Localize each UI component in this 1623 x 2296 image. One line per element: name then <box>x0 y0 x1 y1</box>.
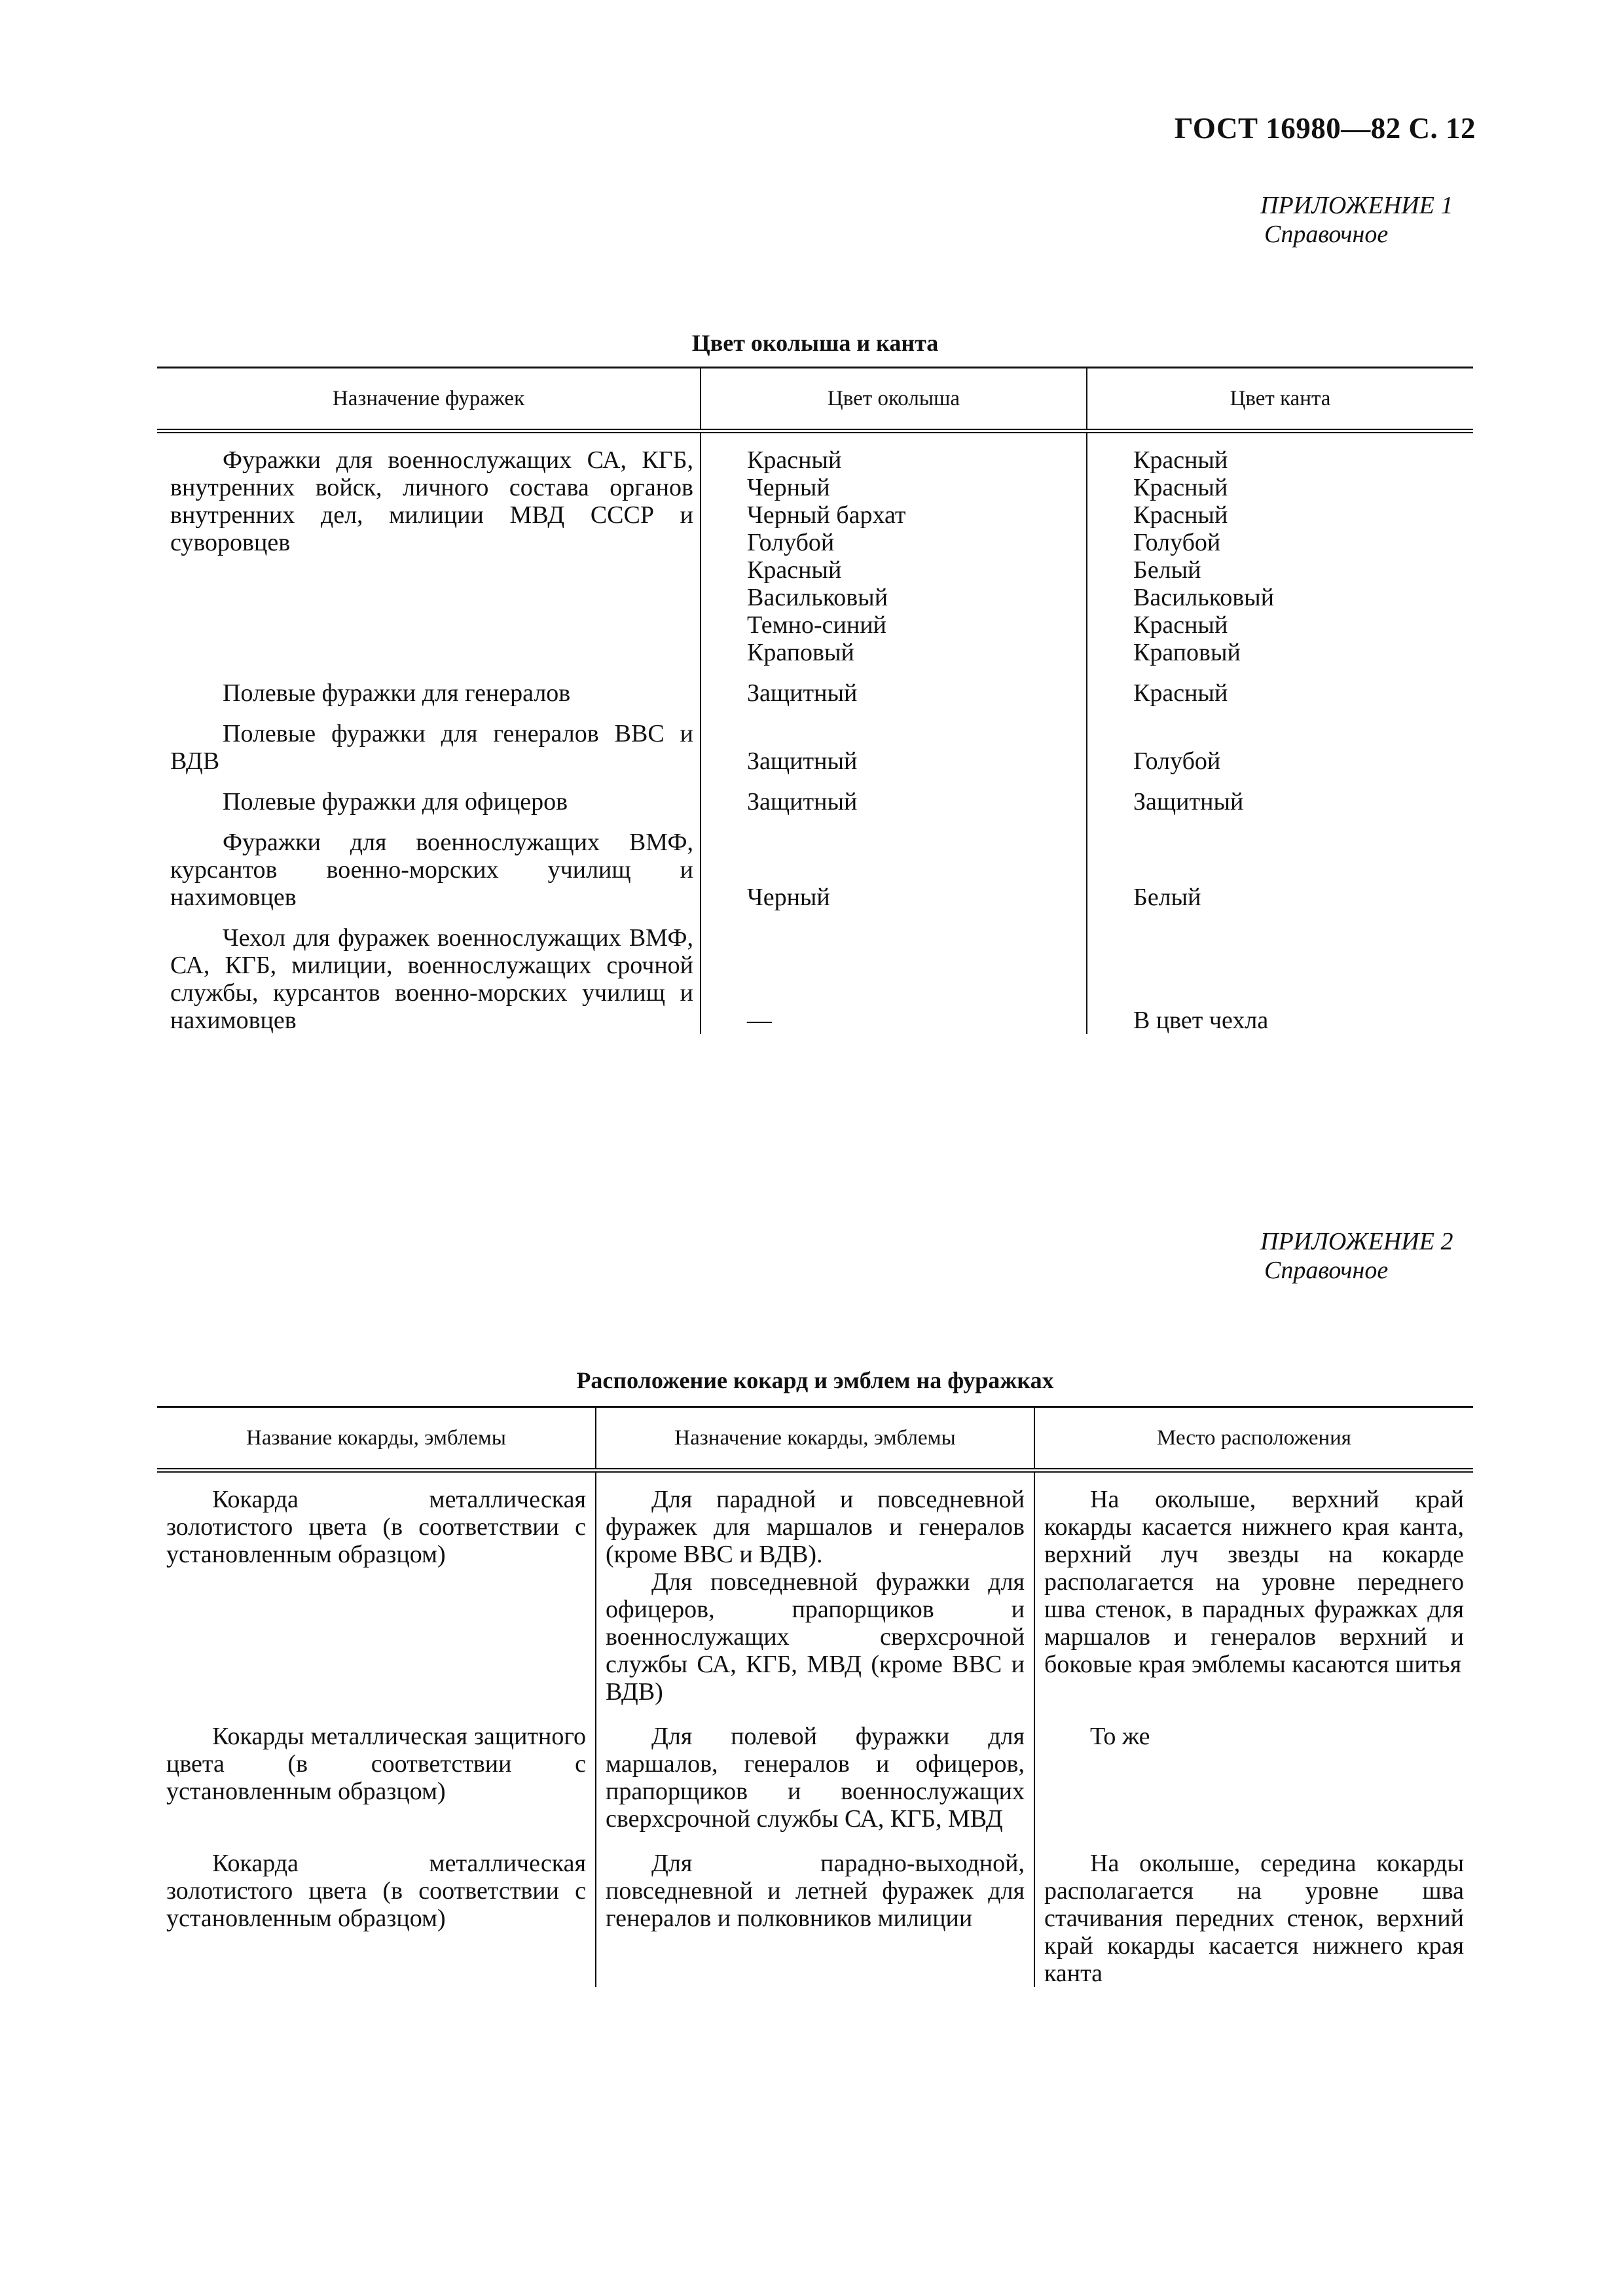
cockade-name: Кокарда металлическая золотистого цвета (в соответствии с установленным образцом) <box>166 1850 586 1932</box>
cockade-place: На околыше, верхний край кокарды касается нижнего края канта, верхний луч звезды на кокарде располагается на уровне переднего шва стенок, в парадных фуражках для маршалов и генералов верхний и боковые края эмблемы касаются шитья <box>1044 1486 1464 1678</box>
cockade-name: Кокарды металлическая защитного цвета (в соответствии с установленным образцом) <box>166 1723 586 1805</box>
appendix-2-title: ПРИЛОЖЕНИЕ 2 <box>1260 1228 1453 1255</box>
column-header: Место расположения <box>1034 1407 1473 1471</box>
cap-purpose: Полевые фуражки для офицеров <box>223 788 568 816</box>
band-color: Защитный <box>701 720 1087 775</box>
column-header: Назначение кокарды, эмблемы <box>596 1407 1034 1471</box>
piping-color: Защитный <box>1087 788 1473 816</box>
piping-color: В цвет чехла <box>1087 924 1473 1034</box>
column-header: Цвет околыша <box>701 368 1087 431</box>
table-row <box>157 924 1473 1034</box>
appendix-1-title: ПРИЛОЖЕНИЕ 1 <box>1260 192 1453 219</box>
band-colors: Красный Черный Черный бархат Голубой Красный Васильковый Темно-синий Краповый <box>701 446 1087 666</box>
column-header: Назначение фуражек <box>157 368 701 431</box>
cap-purpose: Чехол для фуражек военнослужащих ВМФ, СА, КГБ, милиции, военнослужащих срочной службы, курсантов военно-морских училищ и нахимовцев <box>170 924 693 1034</box>
cockade-purpose: Для парадной и повседневной фуражек для маршалов и генералов (кроме ВВС и ВДВ). Для повседневной фуражки для офицеров, прапорщиков и военнослужащих сверхсрочной службы СА, КГБ, МВД (кроме ВВС и ВДВ) <box>596 1486 1034 1706</box>
table-row <box>157 446 1473 666</box>
cockade-purpose: Для парадно-выходной, повседневной и летней фуражек для генералов и полковников милиции <box>596 1850 1034 1987</box>
cap-purpose: Фуражки для военнослужащих СА, КГБ, внутренних войск, личного состава органов внутренних дел, милиции МВД СССР и суворовцев <box>170 446 693 556</box>
appendix-1-label <box>1260 191 1453 249</box>
table-header-row <box>157 368 1473 431</box>
piping-color: Белый <box>1087 829 1473 911</box>
appendix-2-subtitle: Справочное <box>1264 1257 1389 1284</box>
cap-purpose: Фуражки для военнослужащих ВМФ, курсантов военно-морских училищ и нахимовцев <box>170 829 693 911</box>
band-color: Защитный <box>701 788 1087 816</box>
table-row <box>157 829 1473 911</box>
table-row <box>157 1850 1473 1987</box>
table-2-caption: Расположение кокард и эмблем на фуражках <box>576 1367 1054 1393</box>
band-color: — <box>701 924 1087 1034</box>
column-header: Цвет канта <box>1087 368 1473 431</box>
cap-purpose: Полевые фуражки для генералов <box>223 679 571 707</box>
piping-color: Голубой <box>1087 720 1473 775</box>
table-row <box>157 720 1473 775</box>
table-row <box>157 679 1473 707</box>
cap-purpose: Полевые фуражки для генералов ВВС и ВДВ <box>170 720 693 775</box>
page-header: ГОСТ 16980—82 С. 12 <box>1174 112 1476 145</box>
table-header-row <box>157 1407 1473 1471</box>
column-header: Название кокарды, эмблемы <box>157 1407 596 1471</box>
piping-color: Красный <box>1087 679 1473 707</box>
table-row <box>157 1486 1473 1706</box>
appendix-2-label <box>1260 1227 1453 1285</box>
band-color: Защитный <box>701 679 1087 707</box>
cockade-purpose: Для полевой фуражки для маршалов, генералов и офицеров, прапорщиков и военнослужащих сверхсрочной службы СА, КГБ, МВД <box>596 1723 1034 1833</box>
cap-colors-table <box>157 367 1473 1034</box>
band-color: Черный <box>701 829 1087 911</box>
cockade-place: На околыше, середина кокарды располагается на уровне шва стачивания передних стенок, верхний край кокарды касается нижнего края канта <box>1044 1850 1464 1987</box>
table-row <box>157 788 1473 816</box>
table-row <box>157 1723 1473 1833</box>
cockade-place: То же <box>1090 1723 1150 1750</box>
appendix-1-subtitle: Справочное <box>1264 221 1389 248</box>
cockade-placement-table <box>157 1406 1473 1987</box>
cockade-name: Кокарда металлическая золотистого цвета (в соответствии с установленным образцом) <box>166 1486 586 1568</box>
piping-colors: Красный Красный Красный Голубой Белый Васильковый Красный Краповый <box>1087 446 1473 666</box>
table-1-caption: Цвет околыша и канта <box>691 330 939 356</box>
